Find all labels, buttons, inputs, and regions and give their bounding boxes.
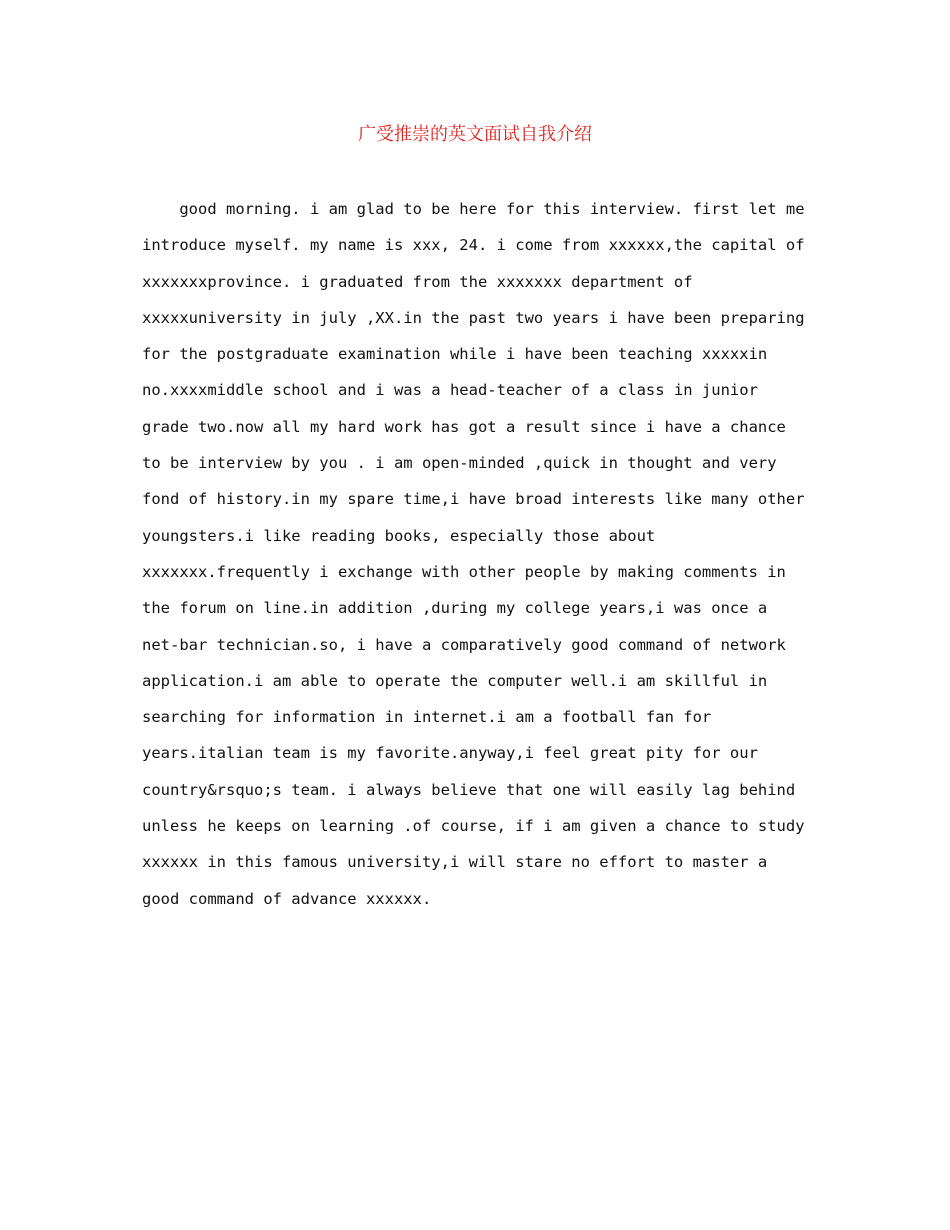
text-line: fond of history.in my spare time,i have broad interests like many other [142,490,805,509]
text-line: no.xxxxmiddle school and i was a head-teacher of a class in junior [142,381,758,400]
text-line: xxxxxuniversity in july ,XX.in the past two years i have been preparing [142,308,805,327]
text-line: to be interview by you . i am open-minded ,quick in thought and very [142,454,777,473]
text-line: country&rsquo;s team. i always believe that one will easily lag behind [142,780,796,799]
text-line: grade two.now all my hard work has got a result since i have a chance [142,417,786,436]
text-line: introduce myself. my name is xxx, 24. i come from xxxxxx,the capital of [142,236,805,255]
text-line: xxxxxxxprovince. i graduated from the xxxxxxx department of [142,272,693,291]
text-line: unless he keeps on learning .of course, if i am given a chance to study [142,817,805,836]
text-line: application.i am able to operate the computer well.i am skillful in [142,671,768,690]
text-line: xxxxxx in this famous university,i will stare no effort to master a [142,853,768,872]
document-title: 广受推崇的英文面试自我介绍 [358,124,592,145]
text-line: for the postgraduate examination while i have been teaching xxxxxin [142,345,768,364]
text-line: good morning. i am glad to be here for this interview. first let me [142,200,805,218]
text-line: good command of advance xxxxxx. [142,889,432,908]
text-line: years.italian team is my favorite.anyway,i feel great pity for our [142,744,758,763]
body-paragraph [142,196,822,922]
text-line: youngsters.i like reading books, especially those about [142,526,656,545]
text-line: the forum on line.in addition ,during my college years,i was once a [142,599,768,618]
text-line: searching for information in internet.i am a football fan for [142,708,712,727]
text-line: xxxxxxx.frequently i exchange with other people by making comments in [142,562,786,581]
text-line: net-bar technician.so, i have a comparatively good command of network [142,635,786,654]
